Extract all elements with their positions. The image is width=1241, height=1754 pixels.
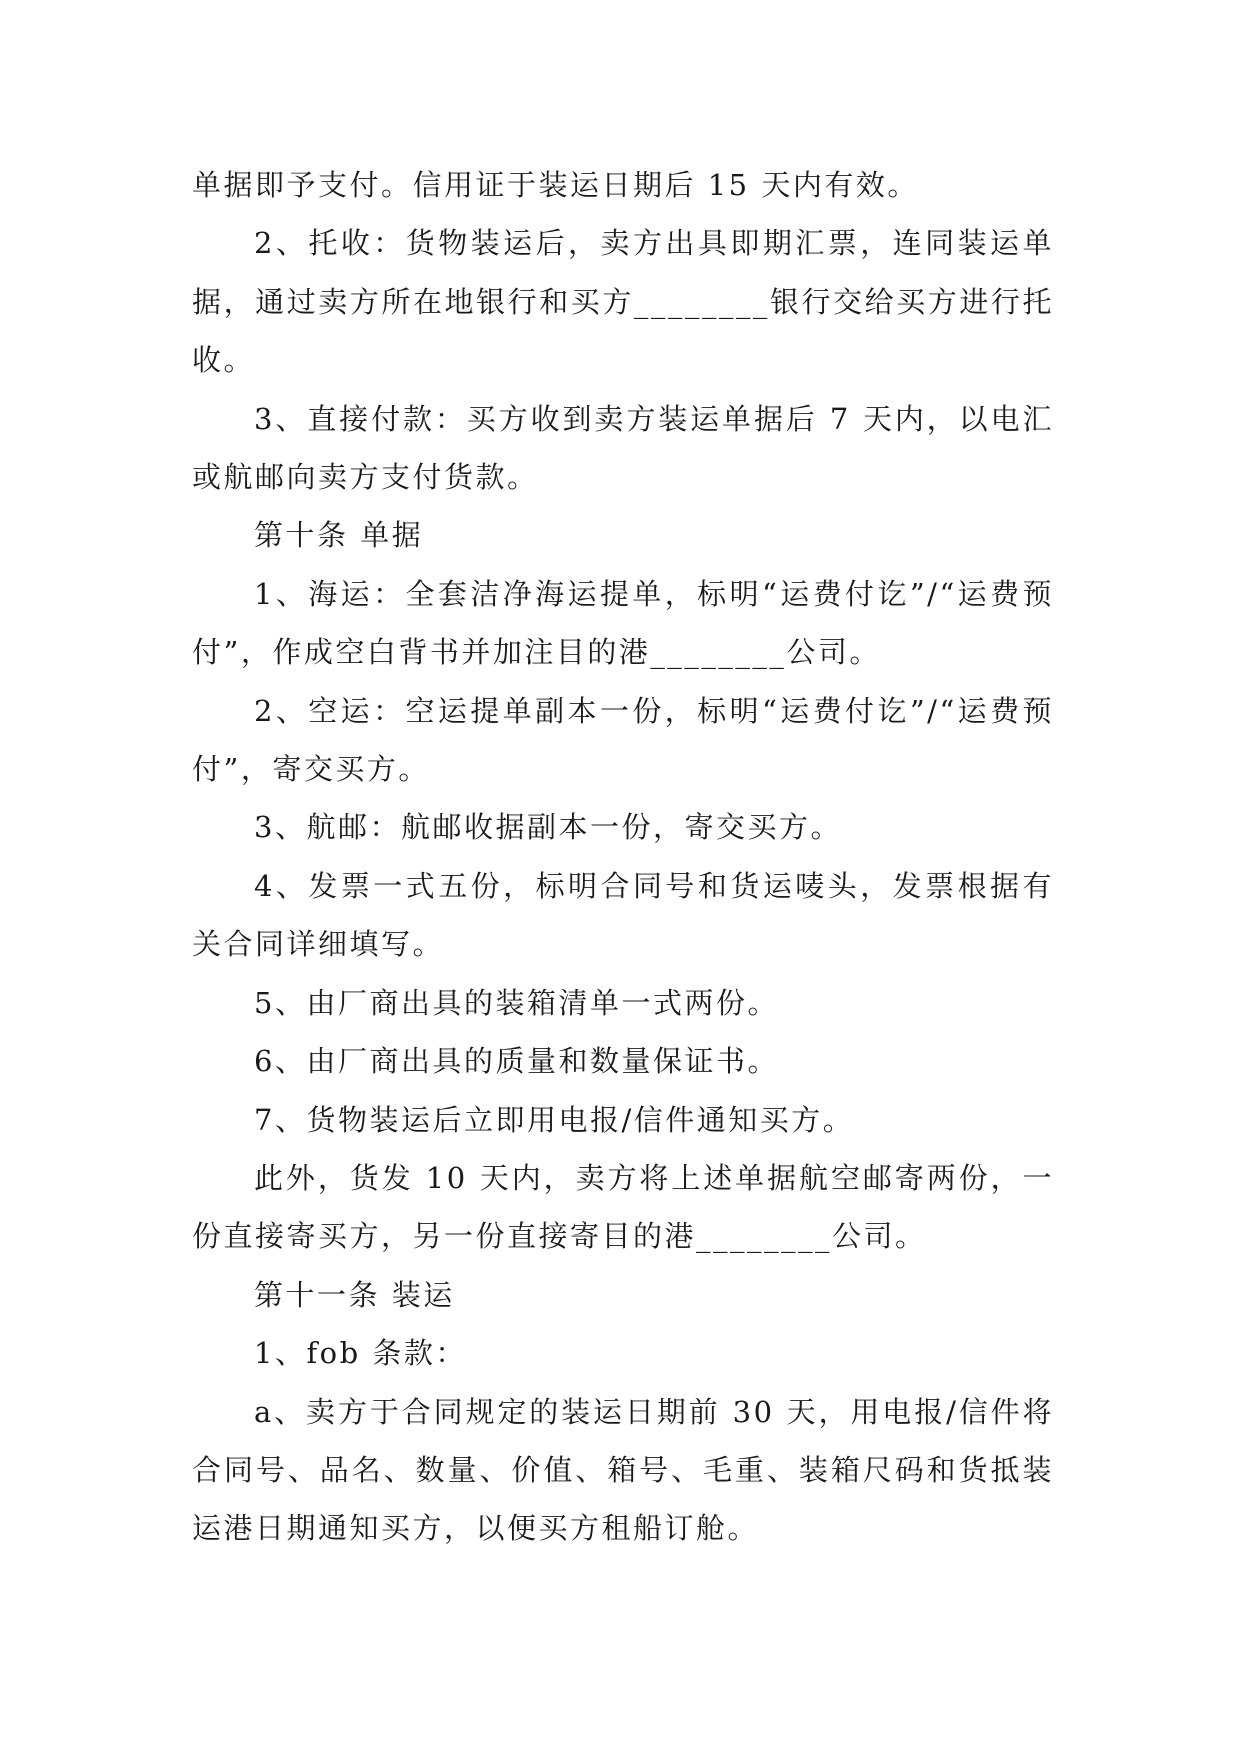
heading-article-11: 第十一条 装运 [254,1277,455,1312]
paragraph-sea-transport: 1、海运：全套洁净海运提单，标明“运费付讫”/“运费预付”，作成空白背书并加注目的港________公司。 [192,576,1054,670]
paragraph-lc-validity: 单据即予支付。信用证于装运日期后 15 天内有效。 [192,168,919,202]
paragraph-fob-terms: 1、fob 条款： [254,1336,467,1371]
document-body [192,156,1054,1558]
paragraph-invoice: 4、发票一式五份，标明合同号和货运唛头，发票根据有关合同详细填写。 [192,868,1054,962]
paragraph-fob-notice: a、卖方于合同规定的装运日期前 30 天，用电报/信件将合同号、品名、数量、价值、箱号、毛重、装箱尺码和货抵装运港日期通知买方，以便买方租船订舱。 [192,1394,1054,1546]
paragraph-air-mail: 3、航邮：航邮收据副本一份，寄交买方。 [254,810,842,845]
paragraph-packing-list: 5、由厂商出具的装箱清单一式两份。 [254,985,779,1020]
paragraph-direct-payment: 3、直接付款：买方收到卖方装运单据后 7 天内，以电汇或航邮向卖方支付货款。 [192,401,1054,495]
paragraph-document-mailing: 此外，货发 10 天内，卖方将上述单据航空邮寄两份，一份直接寄买方，另一份直接寄目的港________公司。 [192,1160,1054,1254]
paragraph-shipment-notice: 7、货物装运后立即用电报/信件通知买方。 [254,1102,855,1137]
heading-article-10: 第十条 单据 [254,518,424,553]
paragraph-quality-certificate: 6、由厂商出具的质量和数量保证书。 [254,1044,779,1079]
paragraph-air-transport: 2、空运：空运提单副本一份，标明“运费付讫”/“运费预付”，寄交买方。 [192,693,1054,787]
paragraph-collection: 2、托收：货物装运后，卖方出具即期汇票，连同装运单据，通过卖方所在地银行和买方________银行交给买方进行托收。 [192,226,1054,378]
